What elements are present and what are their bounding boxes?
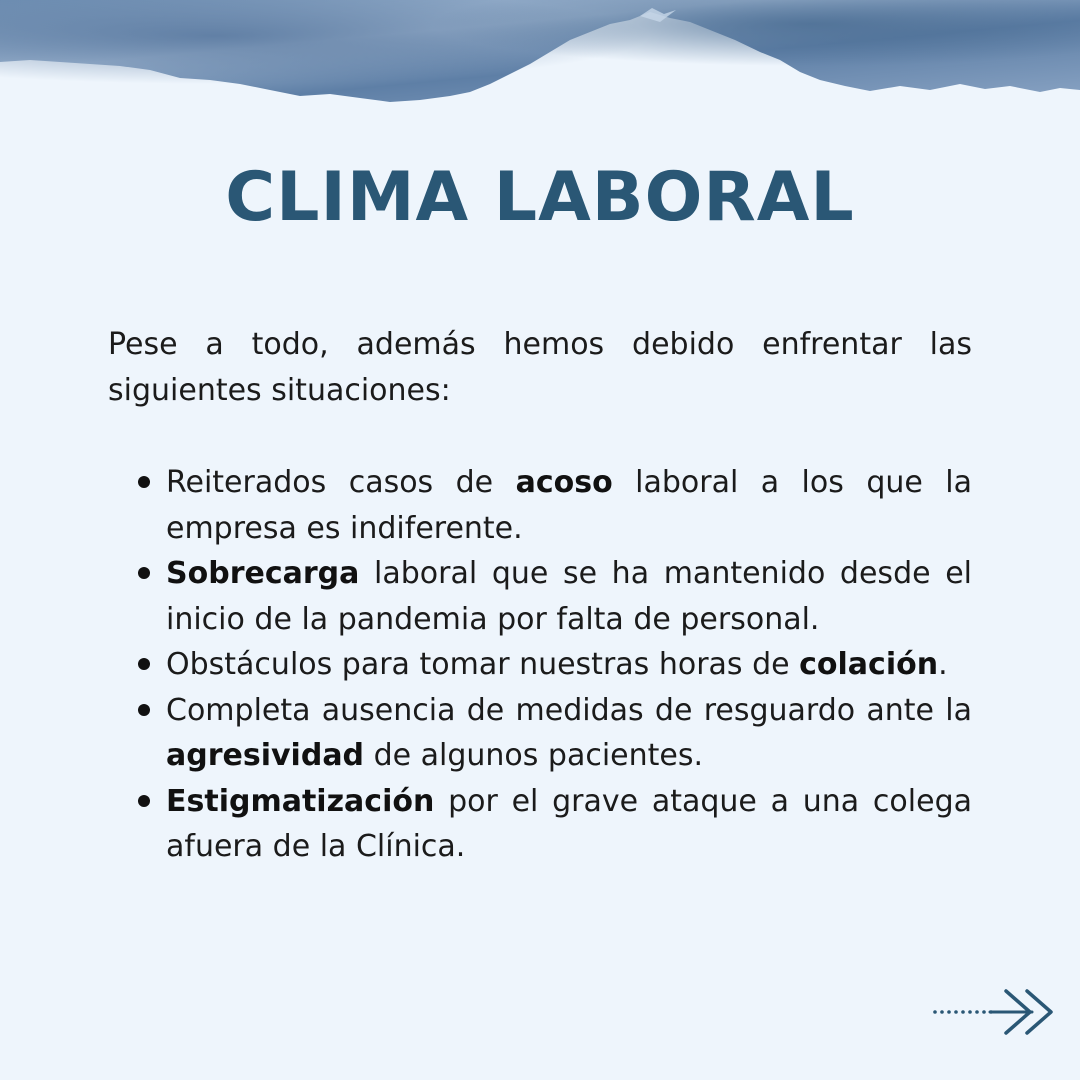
bullet-dot-icon [138, 658, 150, 670]
situations-list [108, 460, 972, 870]
double-chevron-right-icon[interactable] [930, 986, 1056, 1038]
keyword: acoso [515, 465, 613, 500]
page-title: CLIMA LABORAL [225, 158, 855, 237]
intro-paragraph: Pese a todo, además hemos debido enfrentar las siguientes situaciones: [108, 327, 972, 408]
list-item: Obstáculos para tomar nuestras horas de colación. [108, 642, 972, 688]
keyword: Sobrecarga [166, 556, 360, 591]
list-item: Estigmatización por el grave ataque a una colega afuera de la Clínica. [108, 779, 972, 870]
keyword: colación [799, 647, 939, 682]
bullet-dot-icon [138, 704, 150, 716]
keyword: agresividad [166, 738, 365, 773]
list-item: Reiterados casos de acoso laboral a los que la empresa es indiferente. [108, 460, 972, 551]
bullet-dot-icon [138, 476, 150, 488]
list-item: Completa ausencia de medidas de resguardo ante la agresividad de algunos pacientes. [108, 688, 972, 779]
bullet-dot-icon [138, 567, 150, 579]
keyword: Estigmatización [166, 783, 435, 819]
bullet-dot-icon [138, 795, 150, 807]
list-item: Sobrecarga laboral que se ha mantenido desde el inicio de la pandemia por falta de personal. [108, 551, 972, 642]
watercolor-header [0, 0, 1080, 120]
